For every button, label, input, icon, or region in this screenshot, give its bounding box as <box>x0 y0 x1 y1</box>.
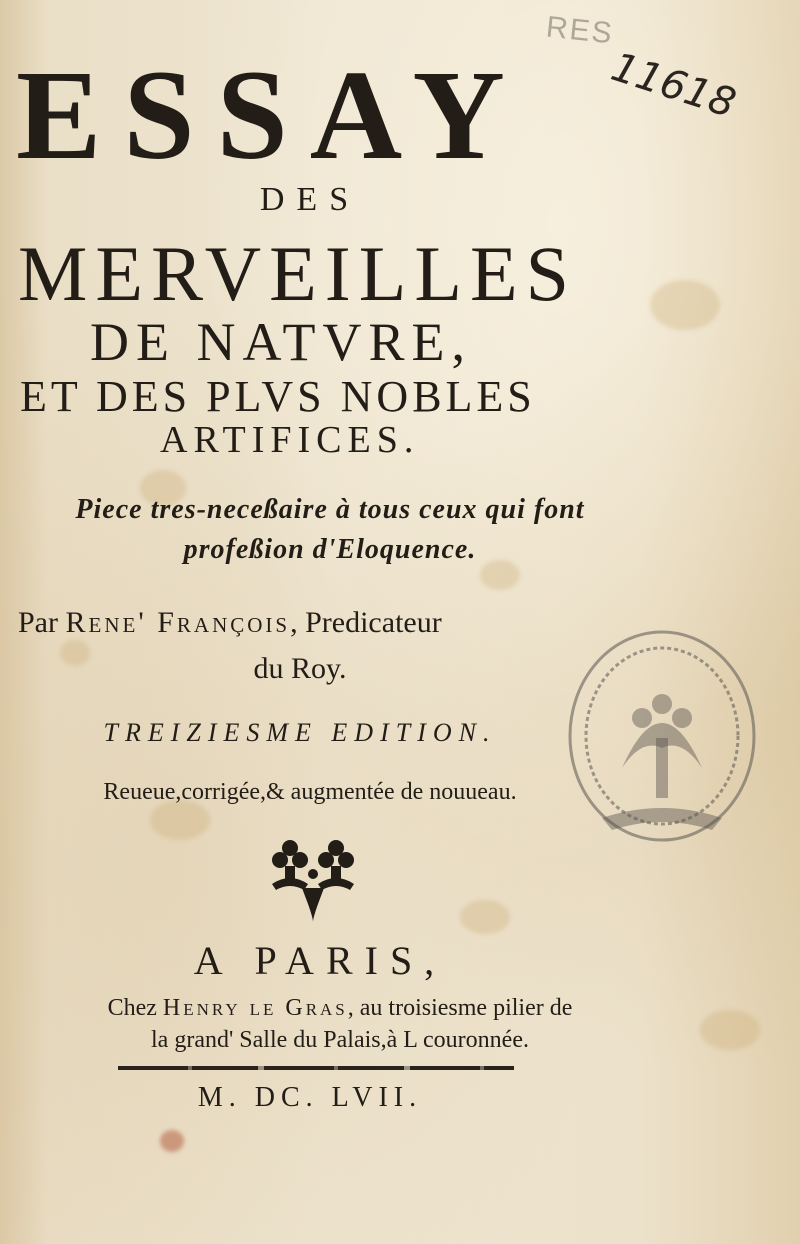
title-merveilles: MERVEILLES <box>18 230 578 317</box>
revision-statement: Reueue,corrigée,& augmentée de nouueau. <box>103 779 517 805</box>
imprint-printer: Henry le Gras <box>162 995 348 1021</box>
imprint-rule <box>118 1066 514 1070</box>
imprint-line-1 <box>20 992 660 1024</box>
title-des: DES <box>259 181 361 218</box>
handwritten-call-number: 11618 <box>605 44 742 128</box>
foxing-stain <box>650 280 720 330</box>
author-name: Rene' François <box>65 606 291 639</box>
library-stamp-icon <box>562 618 762 848</box>
title-nature: DE NATVRE, <box>90 312 472 372</box>
imprint-place: A PARIS, <box>193 938 447 983</box>
printers-ornament-icon <box>258 826 368 926</box>
imprint-line-2: la grand' Salle du Palais,à L couronnée. <box>151 1027 529 1053</box>
foxing-stain <box>700 1010 760 1050</box>
author-line-2: du Roy. <box>253 652 347 685</box>
subtitle-line-1: Piece tres-neceßaire à tous ceux qui font <box>75 494 585 525</box>
foxing-stain <box>460 900 510 934</box>
title-artifices: ARTIFICES. <box>160 419 420 461</box>
red-ink-spot <box>160 1130 184 1152</box>
author-prefix: Par <box>18 606 58 639</box>
imprint-date: M. DC. LVII. <box>197 1082 423 1113</box>
title-main: ESSAY <box>16 44 527 186</box>
author-line <box>18 604 638 642</box>
imprint-chez: Chez <box>107 995 157 1021</box>
title-plus-nobles: ET DES PLVS NOBLES <box>20 372 536 421</box>
subtitle-line-2: profeßion d'Eloquence. <box>183 534 477 565</box>
foxing-stain <box>60 640 90 666</box>
edition-statement: TREIZIESME EDITION. <box>103 718 497 747</box>
library-shelfmark: RES <box>544 10 616 51</box>
author-role: , Predicateur <box>290 606 442 639</box>
imprint-line-1-rest: , au troisiesme pilier de <box>347 995 573 1021</box>
